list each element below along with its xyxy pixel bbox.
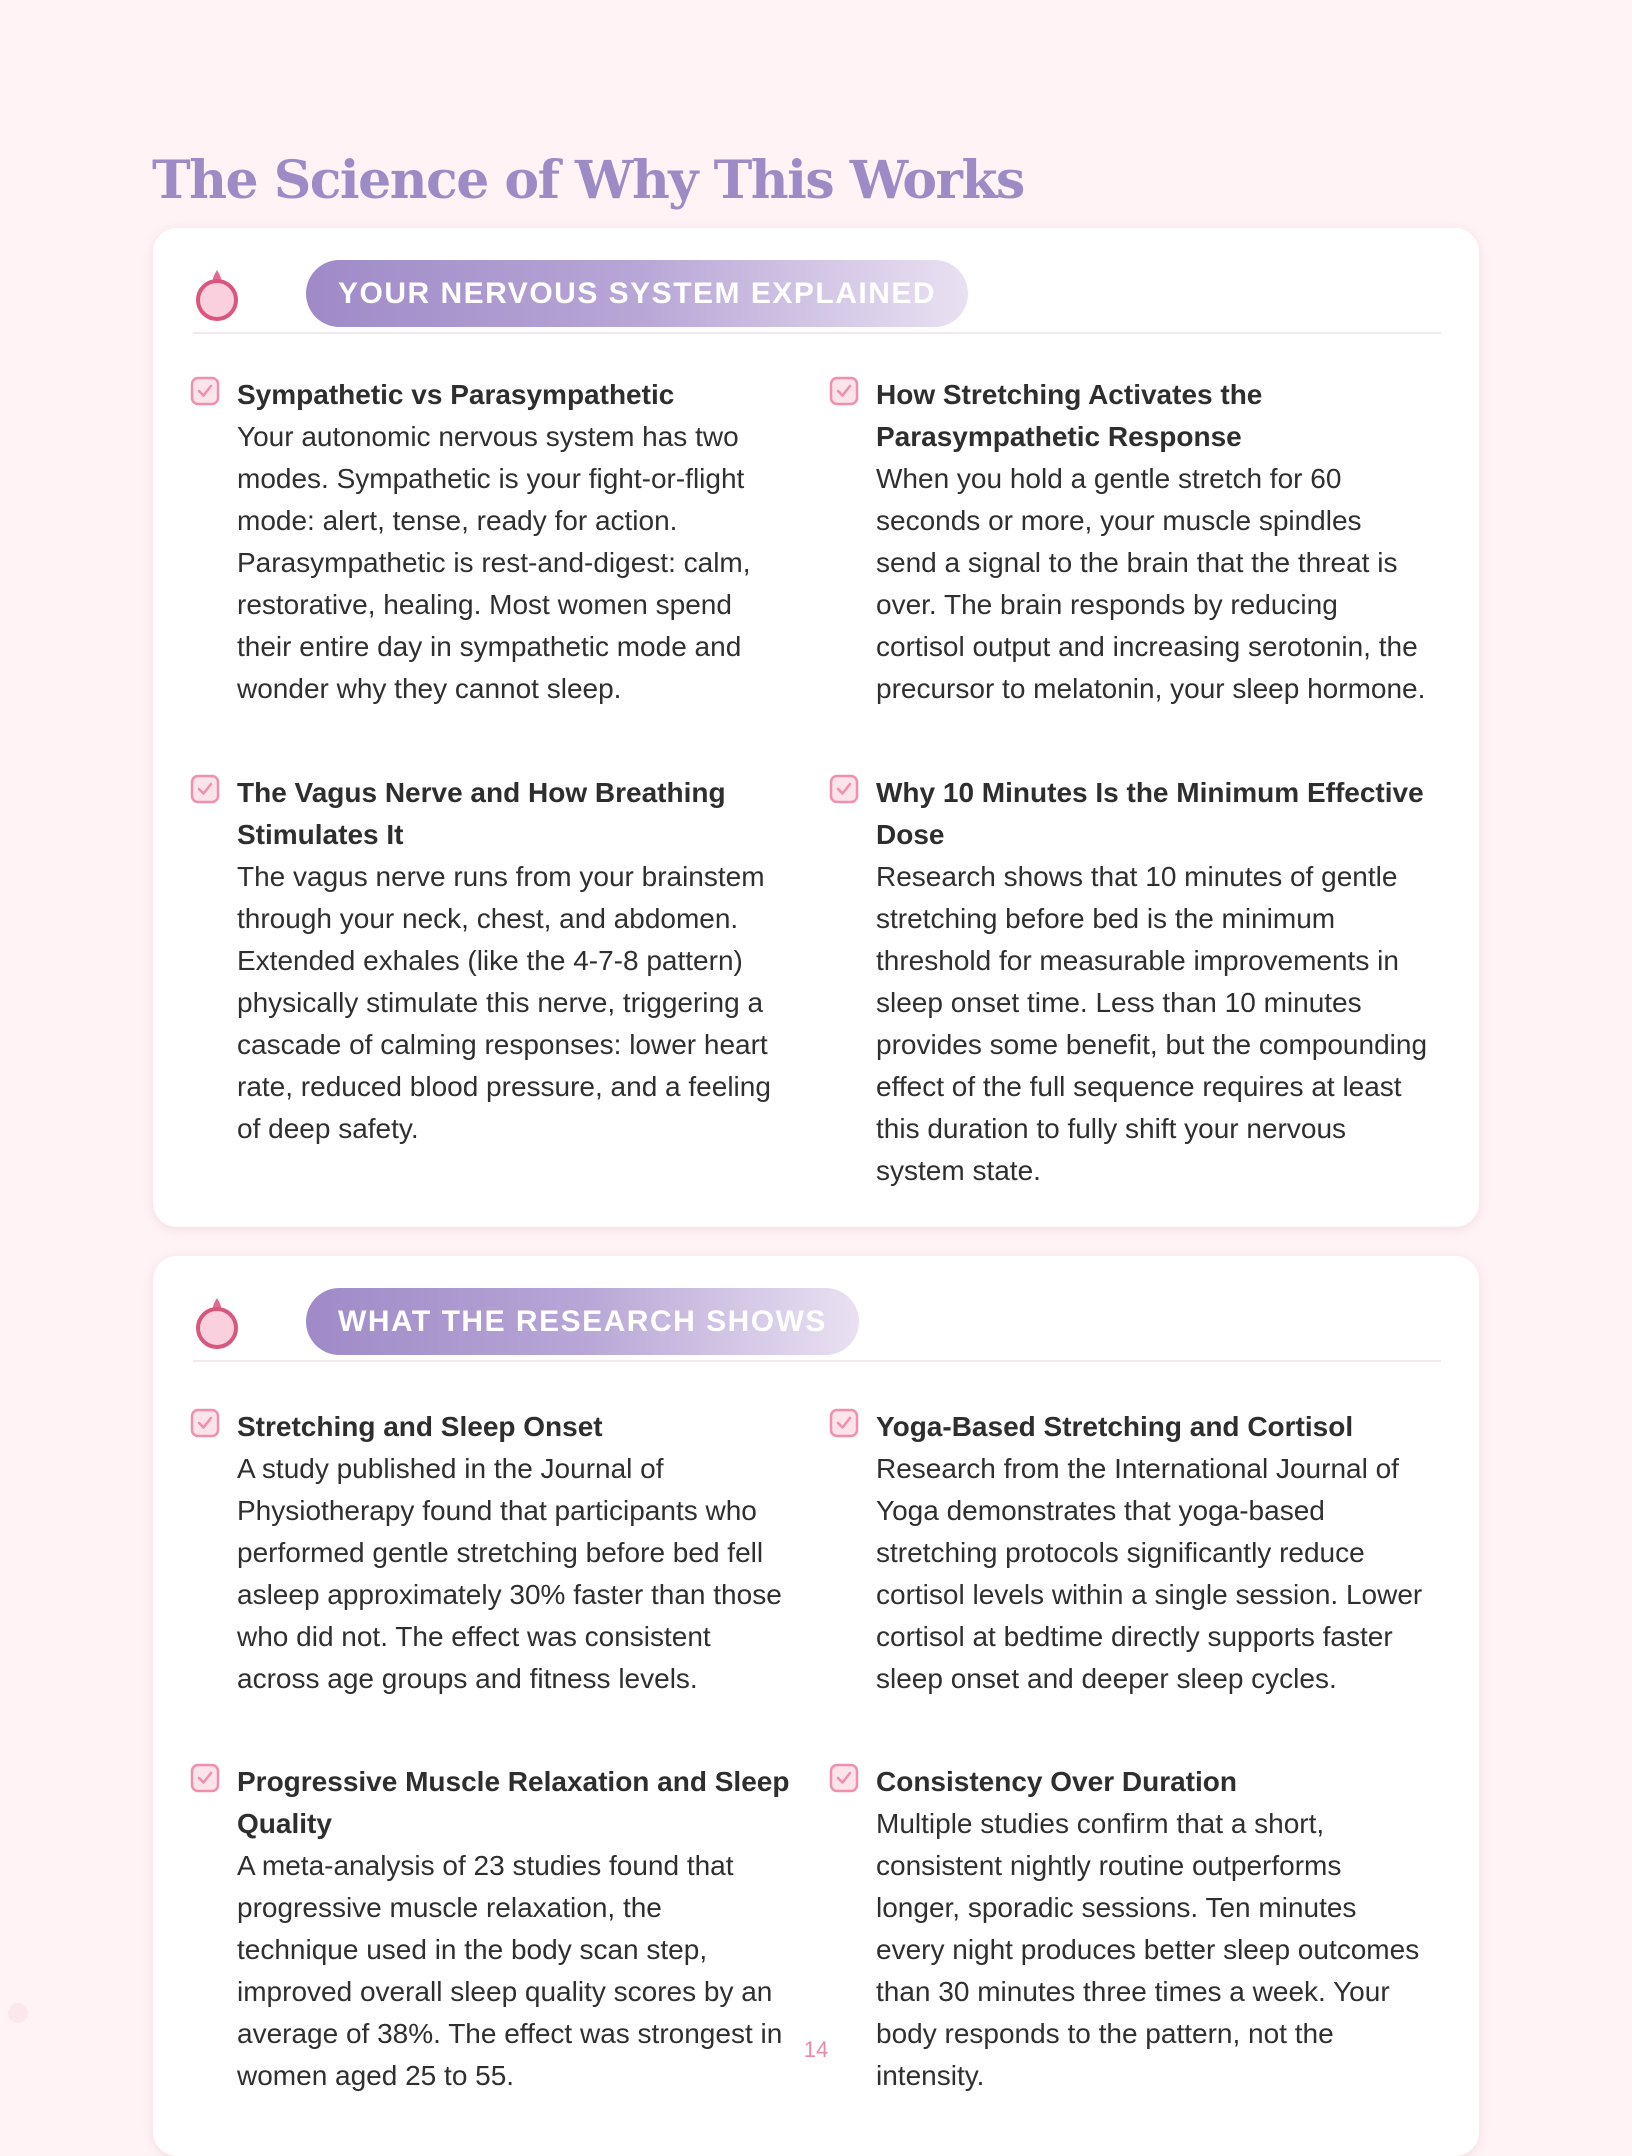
list-item <box>829 374 1429 710</box>
checkbox-icon <box>190 376 220 406</box>
page-title: The Science of Why This Works <box>152 150 1024 211</box>
item-title: Consistency Over Duration <box>876 1766 1237 1797</box>
item-body: Research from the International Journal of Yoga demonstrates that yoga-based stretching protocols significantly reduce cortisol levels within a single session. Lower cortisol at bedtime directly supports faster sleep onset and deeper sleep cycles. <box>876 1453 1423 1694</box>
list-item <box>829 1761 1429 2097</box>
list-item <box>190 374 790 710</box>
page-number: 14 <box>803 2037 829 2062</box>
item-title: Stretching and Sleep Onset <box>237 1411 603 1442</box>
item-body: Your autonomic nervous system has two modes. Sympathetic is your fight-or-flight mode: alert, tense, ready for action. Parasympathetic is rest-and-digest: calm, restorative, healing. Most women spend their entire day in sympathetic mode and wonder why they cannot sleep. <box>237 421 751 704</box>
item-body: When you hold a gentle stretch for 60 seconds or more, your muscle spindles send a signal to the brain that the threat is over. The brain responds by reducing cortisol output and increasing serotonin, the precursor to melatonin, your sleep hormone. <box>876 463 1426 704</box>
list-item <box>190 1406 790 1700</box>
section-heading: WHAT THE RESEARCH SHOWS <box>306 1288 859 1355</box>
item-body: A study published in the Journal of Physiotherapy found that participants who performed gentle stretching before bed fell asleep approximately 30% faster than those who did not. The effect was consistent across age groups and fitness levels. <box>237 1453 782 1694</box>
item-body: A meta-analysis of 23 studies found that progressive muscle relaxation, the technique used in the body scan step, improved overall sleep quality scores by an average of 38%. The effect was strongest in women aged 25 to 55. <box>237 1850 783 2091</box>
checkbox-icon <box>190 1408 220 1438</box>
item-title: Yoga-Based Stretching and Cortisol <box>876 1411 1354 1442</box>
checkbox-icon <box>190 774 220 804</box>
list-item <box>829 772 1429 1192</box>
section-card-nervous-system <box>153 228 1479 1227</box>
checkbox-icon <box>190 1763 220 1793</box>
section-heading: YOUR NERVOUS SYSTEM EXPLAINED <box>306 260 968 327</box>
item-body: The vagus nerve runs from your brainstem through your neck, chest, and abdomen. Extended exhales (like the 4-7-8 pattern) physically stimulate this nerve, triggering a cascade of calming responses: lower heart rate, reduced blood pressure, and a feeling of deep safety. <box>237 861 771 1144</box>
item-title: Why 10 Minutes Is the Minimum Effective Dose <box>876 777 1424 850</box>
list-item <box>829 1406 1429 1700</box>
item-title: Progressive Muscle Relaxation and Sleep Quality <box>237 1766 790 1839</box>
section-card-research <box>153 1256 1479 2156</box>
section-header <box>193 1288 1441 1362</box>
item-title: Sympathetic vs Parasympathetic <box>237 379 675 410</box>
item-title: The Vagus Nerve and How Breathing Stimulates It <box>237 777 726 850</box>
bulb-icon <box>193 268 241 322</box>
list-item <box>190 772 790 1150</box>
bulb-icon <box>193 1296 241 1350</box>
item-title: How Stretching Activates the Parasympathetic Response <box>876 379 1263 452</box>
checkbox-icon <box>829 376 859 406</box>
checkbox-icon <box>829 1408 859 1438</box>
list-item <box>190 1761 790 2097</box>
checkbox-icon <box>829 774 859 804</box>
item-body: Research shows that 10 minutes of gentle stretching before bed is the minimum threshold for measurable improvements in sleep onset time. Less than 10 minutes provides some benefit, but the compounding effect of the full sequence requires at least this duration to fully shift your nervous system state. <box>876 861 1428 1186</box>
item-body: Multiple studies confirm that a short, consistent nightly routine outperforms longer, sporadic sessions. Ten minutes every night produces better sleep outcomes than 30 minutes three times a week. Your body responds to the pattern, not the intensity. <box>876 1808 1420 2091</box>
checkbox-icon <box>829 1763 859 1793</box>
decorative-dot <box>8 2003 28 2023</box>
section-header <box>193 260 1441 334</box>
